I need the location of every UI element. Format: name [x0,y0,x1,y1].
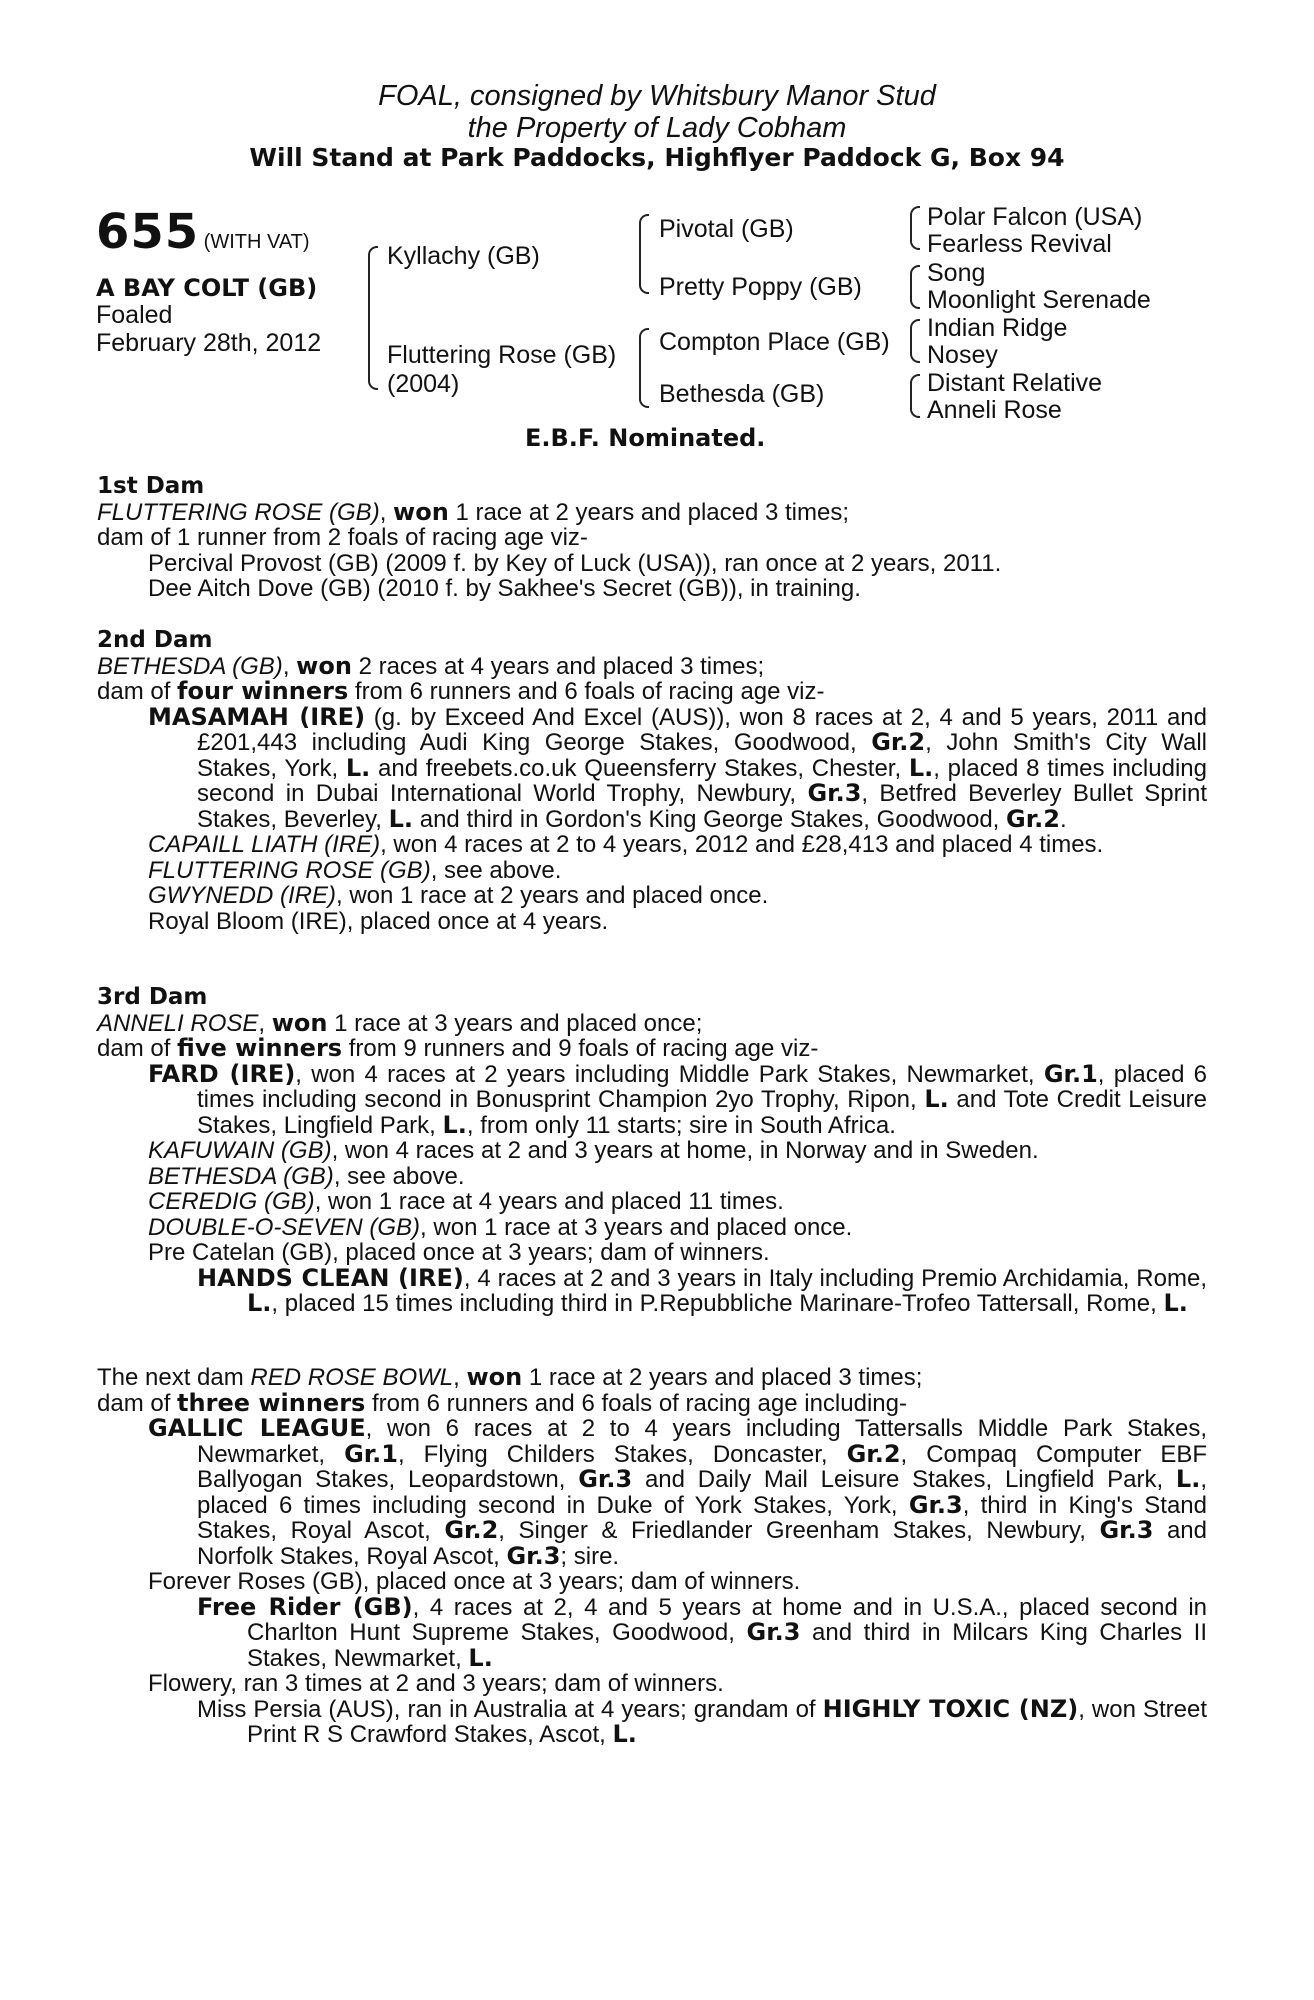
pedigree-sire-sire: Pivotal (GB) [659,215,794,243]
entry-hands-clean: HANDS CLEAN (IRE), 4 races at 2 and 3 years in Italy including Premio Archidamia, Rome, L., placed 15 times including third in P.Repubbliche Marinare-Trofeo Tattersall, Rome, L. [197,1263,1207,1317]
ggp-moonlight-serenade: Moonlight Serenade [927,286,1151,314]
entry-fluttering-rose: FLUTTERING ROSE (GB), see above. [148,856,562,884]
horse-name: MASAMAH (IRE) [148,702,366,731]
entry-gwynedd: GWYNEDD (IRE), won 1 race at 2 years and placed once. [148,882,769,909]
winners-count: four winners [177,677,349,705]
next-dam-section: The next dam RED ROSE BOWL, won 1 race at 2 years and placed 3 times; dam of three winners from 6 runners and 6 foals of racing age including- GALLIC LEAGUE, won 6 races at 2 to 4 years including Tattersalls Middle Park Stakes, Newmarket, Gr.1, Flying Childers Stakes, Doncaster, Gr.2, Compaq Computer EBF Ballyogan Stakes, Leopardstown, Gr.3 and Daily Mail Leisure Stakes, Lingfield Park, L., placed 6 times including second in Duke of York Stakes, York, Gr.3, third in King's Stand Stakes, Royal Ascot, Gr.2, Singer & Friedlander Greenham Stakes, Newbury, Gr.3 and Norfolk Stakes, Royal Ascot, Gr.3; sire. Forever Roses (GB), placed once at 3 years; dam of winners. Free Rider (GB), 4 races at 2, 4 and 5 years at home and in U.S.A., placed second in Charlton Hunt Supreme Stakes, Goodwood, Gr.3 and third in Milcars King Charles II Stakes, Newmarket, L. Flowery, ran 3 times at 2 and 3 years; dam of winners. Miss Persia (AUS), ran in Australia at 4 years; grandam of HIGHLY TOXIC (NZ), won Street Print R S Crawford Stakes, Ascot, L. [97,1363,1208,1748]
pedigree-dam-year: (2004) [387,370,460,398]
ggp-brace-4 [910,374,920,418]
consignor-line: FOAL, consigned by Whitsbury Manor Stud [378,80,936,112]
ggp-fearless-revival: Fearless Revival [927,230,1112,258]
pedigree-dam-dam: Bethesda (GB) [659,380,825,408]
third-dam-heading: 3rd Dam [97,984,208,1010]
foal-dee-aitch-dove: Dee Aitch Dove (GB) (2010 f. by Sakhee's Secret (GB)), in training. [148,575,861,602]
ebf-nominated: E.B.F. Nominated. [525,424,766,452]
first-dam-heading: 1st Dam [97,473,205,499]
pedigree-sire-dam: Pretty Poppy (GB) [659,273,862,301]
entry-free-rider: Free Rider (GB), 4 races at 2, 4 and 5 years at home and in U.S.A., placed second in Charlton Hunt Supreme Stakes, Goodwood, Gr.3 and third in Milcars King Charles II Stakes, Newmarket, L. [197,1592,1208,1672]
foal-percival-provost: Percival Provost (GB) (2009 f. by Key of Luck (USA)), ran once at 2 years, 2011. [148,549,1002,577]
ggp-song: Song [927,259,986,287]
second-dam-name: BETHESDA (GB) [97,652,283,680]
entry-pre-catelan: Pre Catelan (GB), placed once at 3 years; dam of winners. [148,1239,770,1266]
second-dam-heading: 2nd Dam [97,627,213,653]
second-dam-record: 2 races at 4 years and placed 3 times; [358,652,765,680]
property-line: the Property of Lady Cobham [467,112,847,144]
foaled-date: February 28th, 2012 [96,329,322,357]
pedigree-dam-sire: Compton Place (GB) [659,328,890,356]
third-dam-record: 1 race at 3 years and placed once; [334,1009,703,1037]
won-label: won [393,497,449,526]
foaled-label: Foaled [96,301,173,329]
lot-number: 655 [96,204,200,260]
first-dam-section: 1st Dam FLUTTERING ROSE (GB), won 1 race at 2 years and placed 3 times; dam of 1 runner from 2 foals of racing age viz- Percival Provost (GB) (2009 f. by Key of Luck (USA)), ran once at 2 years, 2011. Dee Aitch Dove (GB) (2010 f. by Sakhee's Secret (GB)), in training. [97,474,1207,602]
won-label: won [296,651,352,680]
pedigree-brace-main [368,246,378,390]
first-dam-produce: dam of 1 runner from 2 foals of racing age viz- [97,524,588,551]
produce-pre: dam of [97,678,171,705]
won-label: won [271,1008,328,1037]
third-dam-name: ANNELI ROSE [97,1009,259,1037]
entry-gallic-league: GALLIC LEAGUE, won 6 races at 2 to 4 years including Tattersalls Middle Park Stakes, Newmarket, Gr.1, Flying Childers Stakes, Doncaster, Gr.2, Compaq Computer EBF Ballyogan Stakes, Leopardstown, Gr.3 and Daily Mail Leisure Stakes, Lingfield Park, L., placed 6 times including second in Duke of York Stakes, York, Gr.3, third in King's Stand Stakes, Royal Ascot, Gr.2, Singer & Friedlander Greenham Stakes, Newbury, Gr.3 and Norfolk Stakes, Royal Ascot, Gr.3; sire. [148,1414,1208,1570]
ggp-polar-falcon: Polar Falcon (USA) [927,203,1143,231]
entry-royal-bloom: Royal Bloom (IRE), placed once at 4 years. [148,907,609,935]
lot-number-row [96,204,310,260]
entry-fard: FARD (IRE), won 4 races at 2 years including Middle Park Stakes, Newmarket, Gr.1, placed 6 times including second in Bonusprint Champion 2yo Trophy, Ripon, L. and Tote Credit Leisure Stakes, Lingfield Park, L., from only 11 starts; sire in South Africa. [148,1059,1208,1139]
first-dam-record: 1 race at 2 years and placed 3 times; [455,498,850,526]
winners-count: three winners [177,1388,366,1417]
produce-post: from 6 runners and 6 foals of racing age viz- [354,678,825,705]
pedigree-brace-sire [639,214,649,294]
ggp-nosey: Nosey [927,341,998,369]
ggp-brace-2 [910,265,920,309]
stand-location: Will Stand at Park Paddocks, Highflyer Paddock G, Box 94 [249,143,1065,172]
entry-flowery: Flowery, ran 3 times at 2 and 3 years; dam of winners. [148,1670,724,1697]
pedigree-sire: Kyllachy (GB) [387,242,540,270]
first-dam-name: FLUTTERING ROSE (GB) [97,498,380,526]
ggp-brace-1 [910,206,920,250]
pedigree-brace-dam [639,328,649,408]
lot-description: A BAY COLT (GB) [96,274,318,302]
ggp-indian-ridge: Indian Ridge [927,314,1068,342]
entry-forever-roses: Forever Roses (GB), placed once at 3 years; dam of winners. [148,1568,801,1595]
third-dam-section: 3rd Dam ANNELI ROSE, won 1 race at 3 years and placed once; dam of five winners from 9 runners and 9 foals of racing age viz- FARD (IRE), won 4 races at 2 years including Middle Park Stakes, Newmarket, Gr.1, placed 6 times including second in Bonusprint Champion 2yo Trophy, Ripon, L. and Tote Credit Leisure Stakes, Lingfield Park, L., from only 11 starts; sire in South Africa. KAFUWAIN (GB), won 4 races at 2 and 3 years at home, in Norway and in Sweden. BETHESDA (GB), see above. CEREDIG (GB), won 1 race at 4 years and placed 11 times. DOUBLE-O-SEVEN (GB), won 1 race at 3 years and placed once. Pre Catelan (GB), placed once at 3 years; dam of winners. HANDS CLEAN (IRE), 4 races at 2 and 3 years in Italy including Premio Archidamia, Rome, L., placed 15 times including third in P.Repubbliche Marinare-Trofeo Tattersall, Rome, L. [97,984,1208,1317]
entry-kafuwain: KAFUWAIN (GB), won 4 races at 2 and 3 years at home, in Norway and in Sweden. [148,1137,1039,1164]
entry-capaill-liath: CAPAILL LIATH (IRE), won 4 races at 2 to 4 years, 2012 and £28,413 and placed 4 times. [148,831,1104,858]
pedigree-dam: Fluttering Rose (GB) [387,341,617,369]
winners-count: five winners [177,1034,343,1062]
ggp-distant-relative: Distant Relative [927,369,1103,397]
entry-miss-persia: Miss Persia (AUS), ran in Australia at 4 years; grandam of HIGHLY TOXIC (NZ), won Street Print R S Crawford Stakes, Ascot, L. [197,1694,1208,1748]
entry-ceredig: CEREDIG (GB), won 1 race at 4 years and placed 11 times. [148,1188,784,1215]
entry-double-o-seven: DOUBLE-O-SEVEN (GB), won 1 race at 3 years and placed once. [148,1213,853,1241]
second-dam-section: 2nd Dam BETHESDA (GB), won 2 races at 4 years and placed 3 times; dam of four winners from 6 runners and 6 foals of racing age viz- MASAMAH (IRE) (g. by Exceed And Excel (AUS)), won 8 races at 2, 4 and 5 years, 2011 and £201,443 including Audi King George Stakes, Goodwood, Gr.2, John Smith's City Wall Stakes, York, L. and freebets.co.uk Queensferry Stakes, Chester, L., placed 8 times including second in Dubai International World Trophy, Newbury, Gr.3, Betfred Beverley Bullet Sprint Stakes, Beverley, L. and third in Gordon's King George Stakes, Goodwood, Gr.2. CAPAILL LIATH (IRE), won 4 races at 2 to 4 years, 2012 and £28,413 and placed 4 times. FLUTTERING ROSE (GB), see above. GWYNEDD (IRE), won 1 race at 2 years and placed once. Royal Bloom (IRE), placed once at 4 years. [97,627,1208,935]
ggp-anneli-rose: Anneli Rose [927,396,1062,424]
entry-masamah: MASAMAH (IRE) (g. by Exceed And Excel (AUS)), won 8 races at 2, 4 and 5 years, 2011 and £201,443 including Audi King George Stakes, Goodwood, Gr.2, John Smith's City Wall Stakes, York, L. and freebets.co.uk Queensferry Stakes, Chester, L., placed 8 times including second in Dubai International World Trophy, Newbury, Gr.3, Betfred Beverley Bullet Sprint Stakes, Beverley, L. and third in Gordon's King George Stakes, Goodwood, Gr.2. [148,702,1208,833]
ggp-brace-3 [910,319,920,363]
entry-bethesda: BETHESDA (GB), see above. [148,1162,465,1190]
next-dam-name: RED ROSE BOWL [250,1364,454,1391]
vat-label: (WITH VAT) [203,231,310,253]
